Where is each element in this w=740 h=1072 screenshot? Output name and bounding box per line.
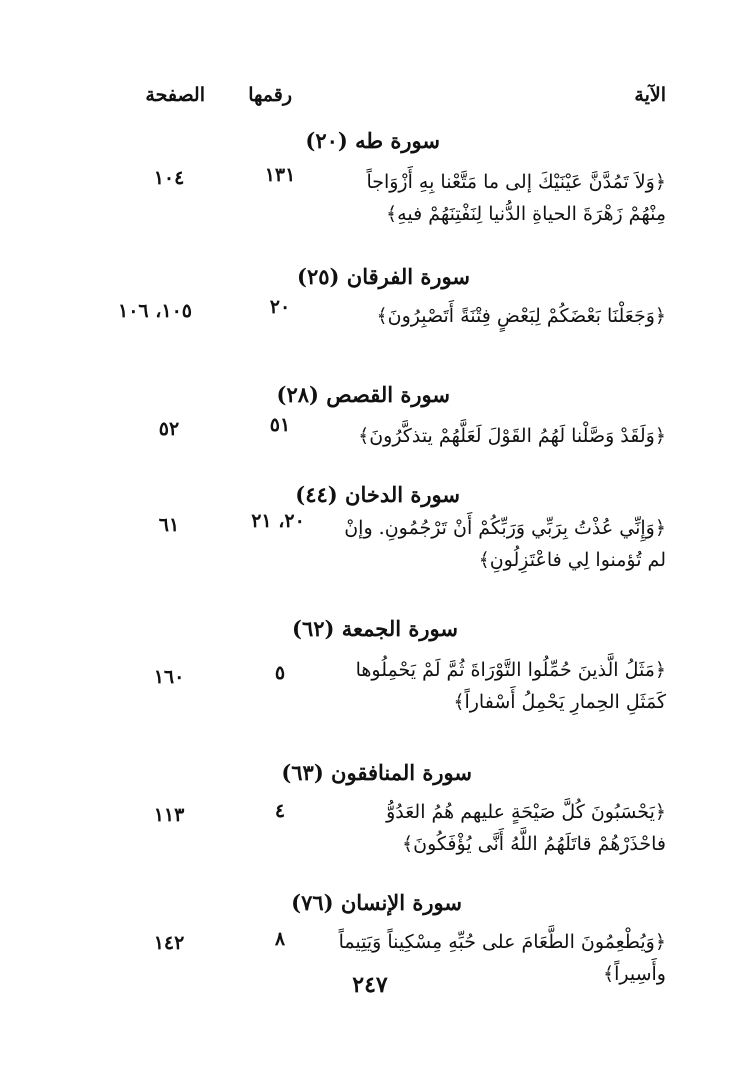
page-reference: ٦١ bbox=[158, 514, 180, 536]
surah-title: سورة الدخان (٤٤) bbox=[295, 482, 460, 507]
page-reference: ٥٢ bbox=[158, 418, 180, 440]
verse-text: ﴿وَلَقَدْ وَصَّلْنا لَهُمُ القَوْلَ لَعَلَّهُمْ يتذكَّرُونَ﴾ bbox=[358, 425, 666, 447]
verse-number: ٥ bbox=[274, 662, 286, 684]
verse-number: ٥١ bbox=[269, 414, 291, 436]
surah-title: سورة الإنسان (٧٦) bbox=[291, 890, 462, 915]
verse-text: ﴿وَإِنِّي عُذْتُ بِرَبِّي وَرَبِّكُمْ أَنْ تَرْجُمُونِ. وإنْ لم تُؤمنوا لِي فاعْتَزِلُونِ﴾ bbox=[344, 517, 666, 571]
verse-text: ﴿يَحْسَبُونَ كُلَّ صَيْحَةٍ عليهم هُمُ العَدُوُّ فاحْذَرْهُمْ قاتَلَهُمُ اللَّهُ أَنَّى يُؤْفَكُونَ﴾ bbox=[386, 801, 666, 855]
surah-title: سورة المنافقون (٦٣) bbox=[281, 760, 472, 785]
surah-title: سورة طه (٢٠) bbox=[305, 128, 440, 153]
verse-number: ٢٠، ٢١ bbox=[251, 510, 305, 532]
verse-number: ٨ bbox=[274, 928, 286, 950]
verse-text: ﴿مَثَلُ الَّذينَ حُمِّلُوا التَّوْرَاةَ ثُمَّ لَمْ يَحْمِلُوها كَمَثَلِ الحِمارِ يَحْمِلُ أَسْفاراً﴾ bbox=[355, 659, 666, 713]
page-number: ٢٤٧ bbox=[352, 972, 388, 998]
surah-title: سورة الفرقان (٢٥) bbox=[297, 264, 470, 289]
page-reference: ١٤٢ bbox=[153, 932, 185, 954]
verse-number: ٢٠ bbox=[269, 296, 291, 318]
surah-title: سورة القصص (٢٨) bbox=[276, 382, 450, 407]
page-reference: ١٠٥، ١٠٦ bbox=[118, 300, 192, 322]
header-page: الصفحة bbox=[145, 84, 205, 106]
header-number: رقمها bbox=[248, 84, 292, 106]
page-reference: ١٦٠ bbox=[153, 666, 185, 688]
verse-number: ٤ bbox=[274, 800, 286, 822]
page-reference: ١٠٤ bbox=[153, 167, 185, 189]
surah-title: سورة الجمعة (٦٢) bbox=[292, 616, 458, 641]
page-reference: ١١٣ bbox=[153, 804, 185, 826]
verse-text: ﴿وَلاَ تَمُدَّنَّ عَيْنَيْكَ إلى ما مَتَّعْنا بِهِ أَزْوَاجاً مِنْهُمْ زَهْرَةَ الحياةِ الدُّنيا لِنَفْتِنَهُمْ فيهِ﴾ bbox=[366, 171, 666, 225]
verse-text: ﴿وَجَعَلْنَا بَعْضَكُمْ لِبَعْضٍ فِتْنَةً أَتَصْبِرُونَ﴾ bbox=[376, 305, 666, 327]
verse-number: ١٣١ bbox=[264, 164, 296, 186]
verse-text: ﴿وَيُطْعِمُونَ الطَّعَامَ على حُبِّهِ مِسْكِيناً وَيَتِيماً وأَسِيراً﴾ bbox=[338, 931, 666, 985]
header-verse: الآية bbox=[634, 84, 666, 106]
